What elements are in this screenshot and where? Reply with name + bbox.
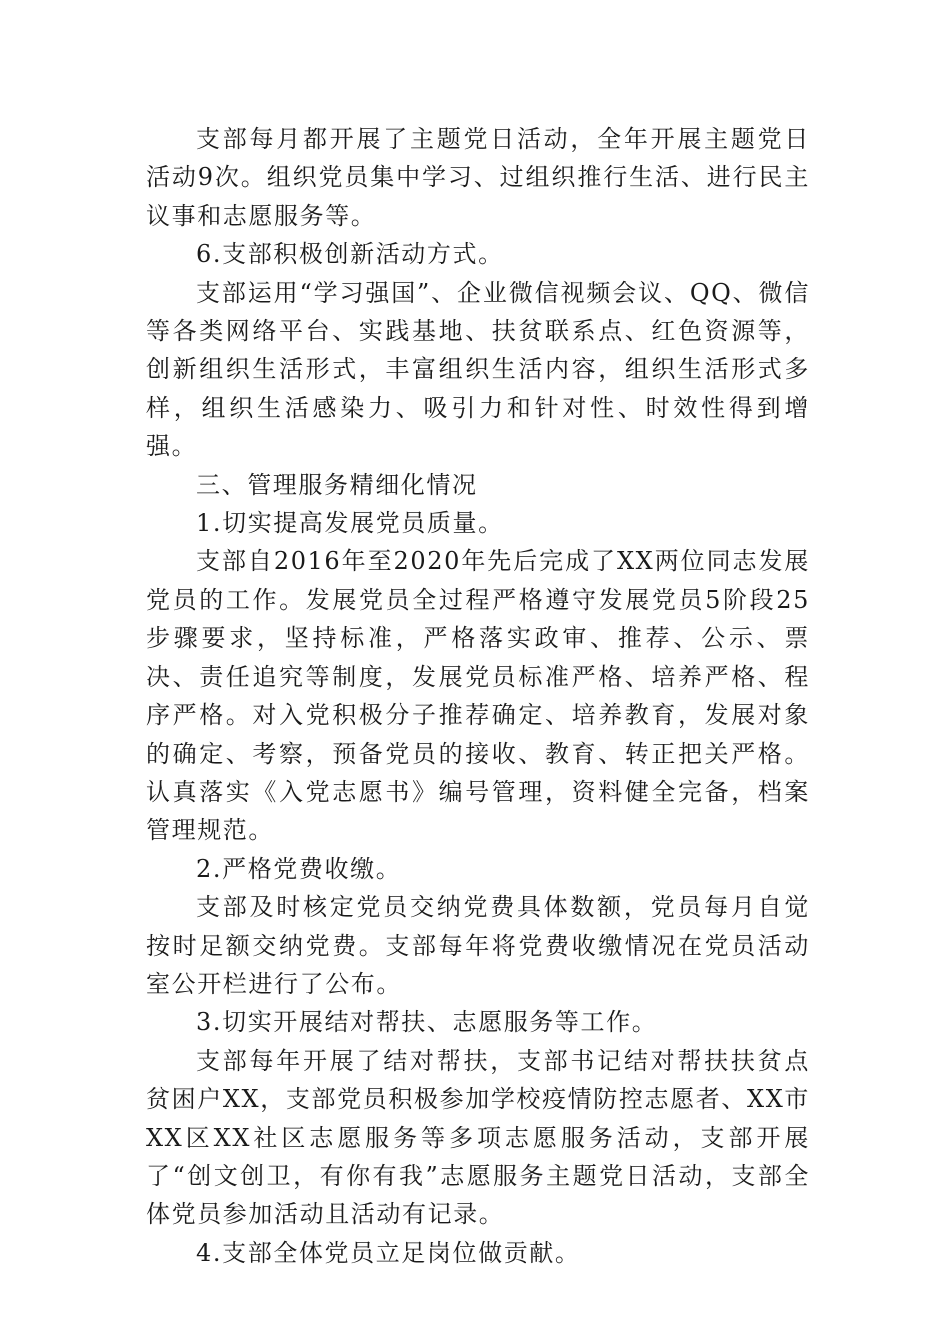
heading-contribution: 4.支部全体党员立足岗位做贡献。 — [196, 1238, 581, 1267]
section-heading-management: 三、管理服务精细化情况 — [196, 470, 478, 499]
heading-volunteer-work: 3.切实开展结对帮扶、志愿服务等工作。 — [196, 1008, 658, 1037]
paragraph-volunteer-work: 支部每年开展了结对帮扶，支部书记结对帮扶扶贫点贫困户XX，支部党员积极参加学校疫情防控志愿者、XX市XX区XX社区志愿服务等多项志愿服务活动，支部开展了“创文创卫，有你有我”志愿服务主题党日活动，支部全体党员参加活动且活动有记录。 — [146, 1046, 810, 1229]
paragraph-member-development: 支部自2016年至2020年先后完成了XX两位同志发展党员的工作。发展党员全过程严格遵守发展党员5阶段25步骤要求，坚持标准，严格落实政审、推荐、公示、票决、责任追究等制度，发展党员标准严格、培养严格、程序严格。对入党积极分子推荐确定、培养教育，发展对象的确定、考察，预备党员的接收、教育、转正把关严格。认真落实《入党志愿书》编号管理，资料健全完备，档案管理规范。 — [146, 547, 810, 845]
heading-innovate-activity: 6.支部积极创新活动方式。 — [196, 240, 504, 269]
paragraph-online-platforms: 支部运用“学习强国”、企业微信视频会议、QQ、微信等各类网络平台、实践基地、扶贫联系点、红色资源等，创新组织生活形式，丰富组织生活内容，组织生活形式多样，组织生活感染力、吸引力和针对性、时效性得到增强。 — [146, 278, 810, 461]
heading-party-dues: 2.严格党费收缴。 — [196, 854, 402, 883]
heading-member-quality: 1.切实提高发展党员质量。 — [196, 509, 504, 538]
document-body — [146, 120, 810, 1272]
paragraph-monthly-theme-day: 支部每月都开展了主题党日活动，全年开展主题党日活动9次。组织党员集中学习、过组织推行生活、进行民主议事和志愿服务等。 — [146, 125, 810, 230]
paragraph-party-dues: 支部及时核定党员交纳党费具体数额，党员每月自觉按时足额交纳党费。支部每年将党费收缴情况在党员活动室公开栏进行了公布。 — [146, 893, 810, 998]
